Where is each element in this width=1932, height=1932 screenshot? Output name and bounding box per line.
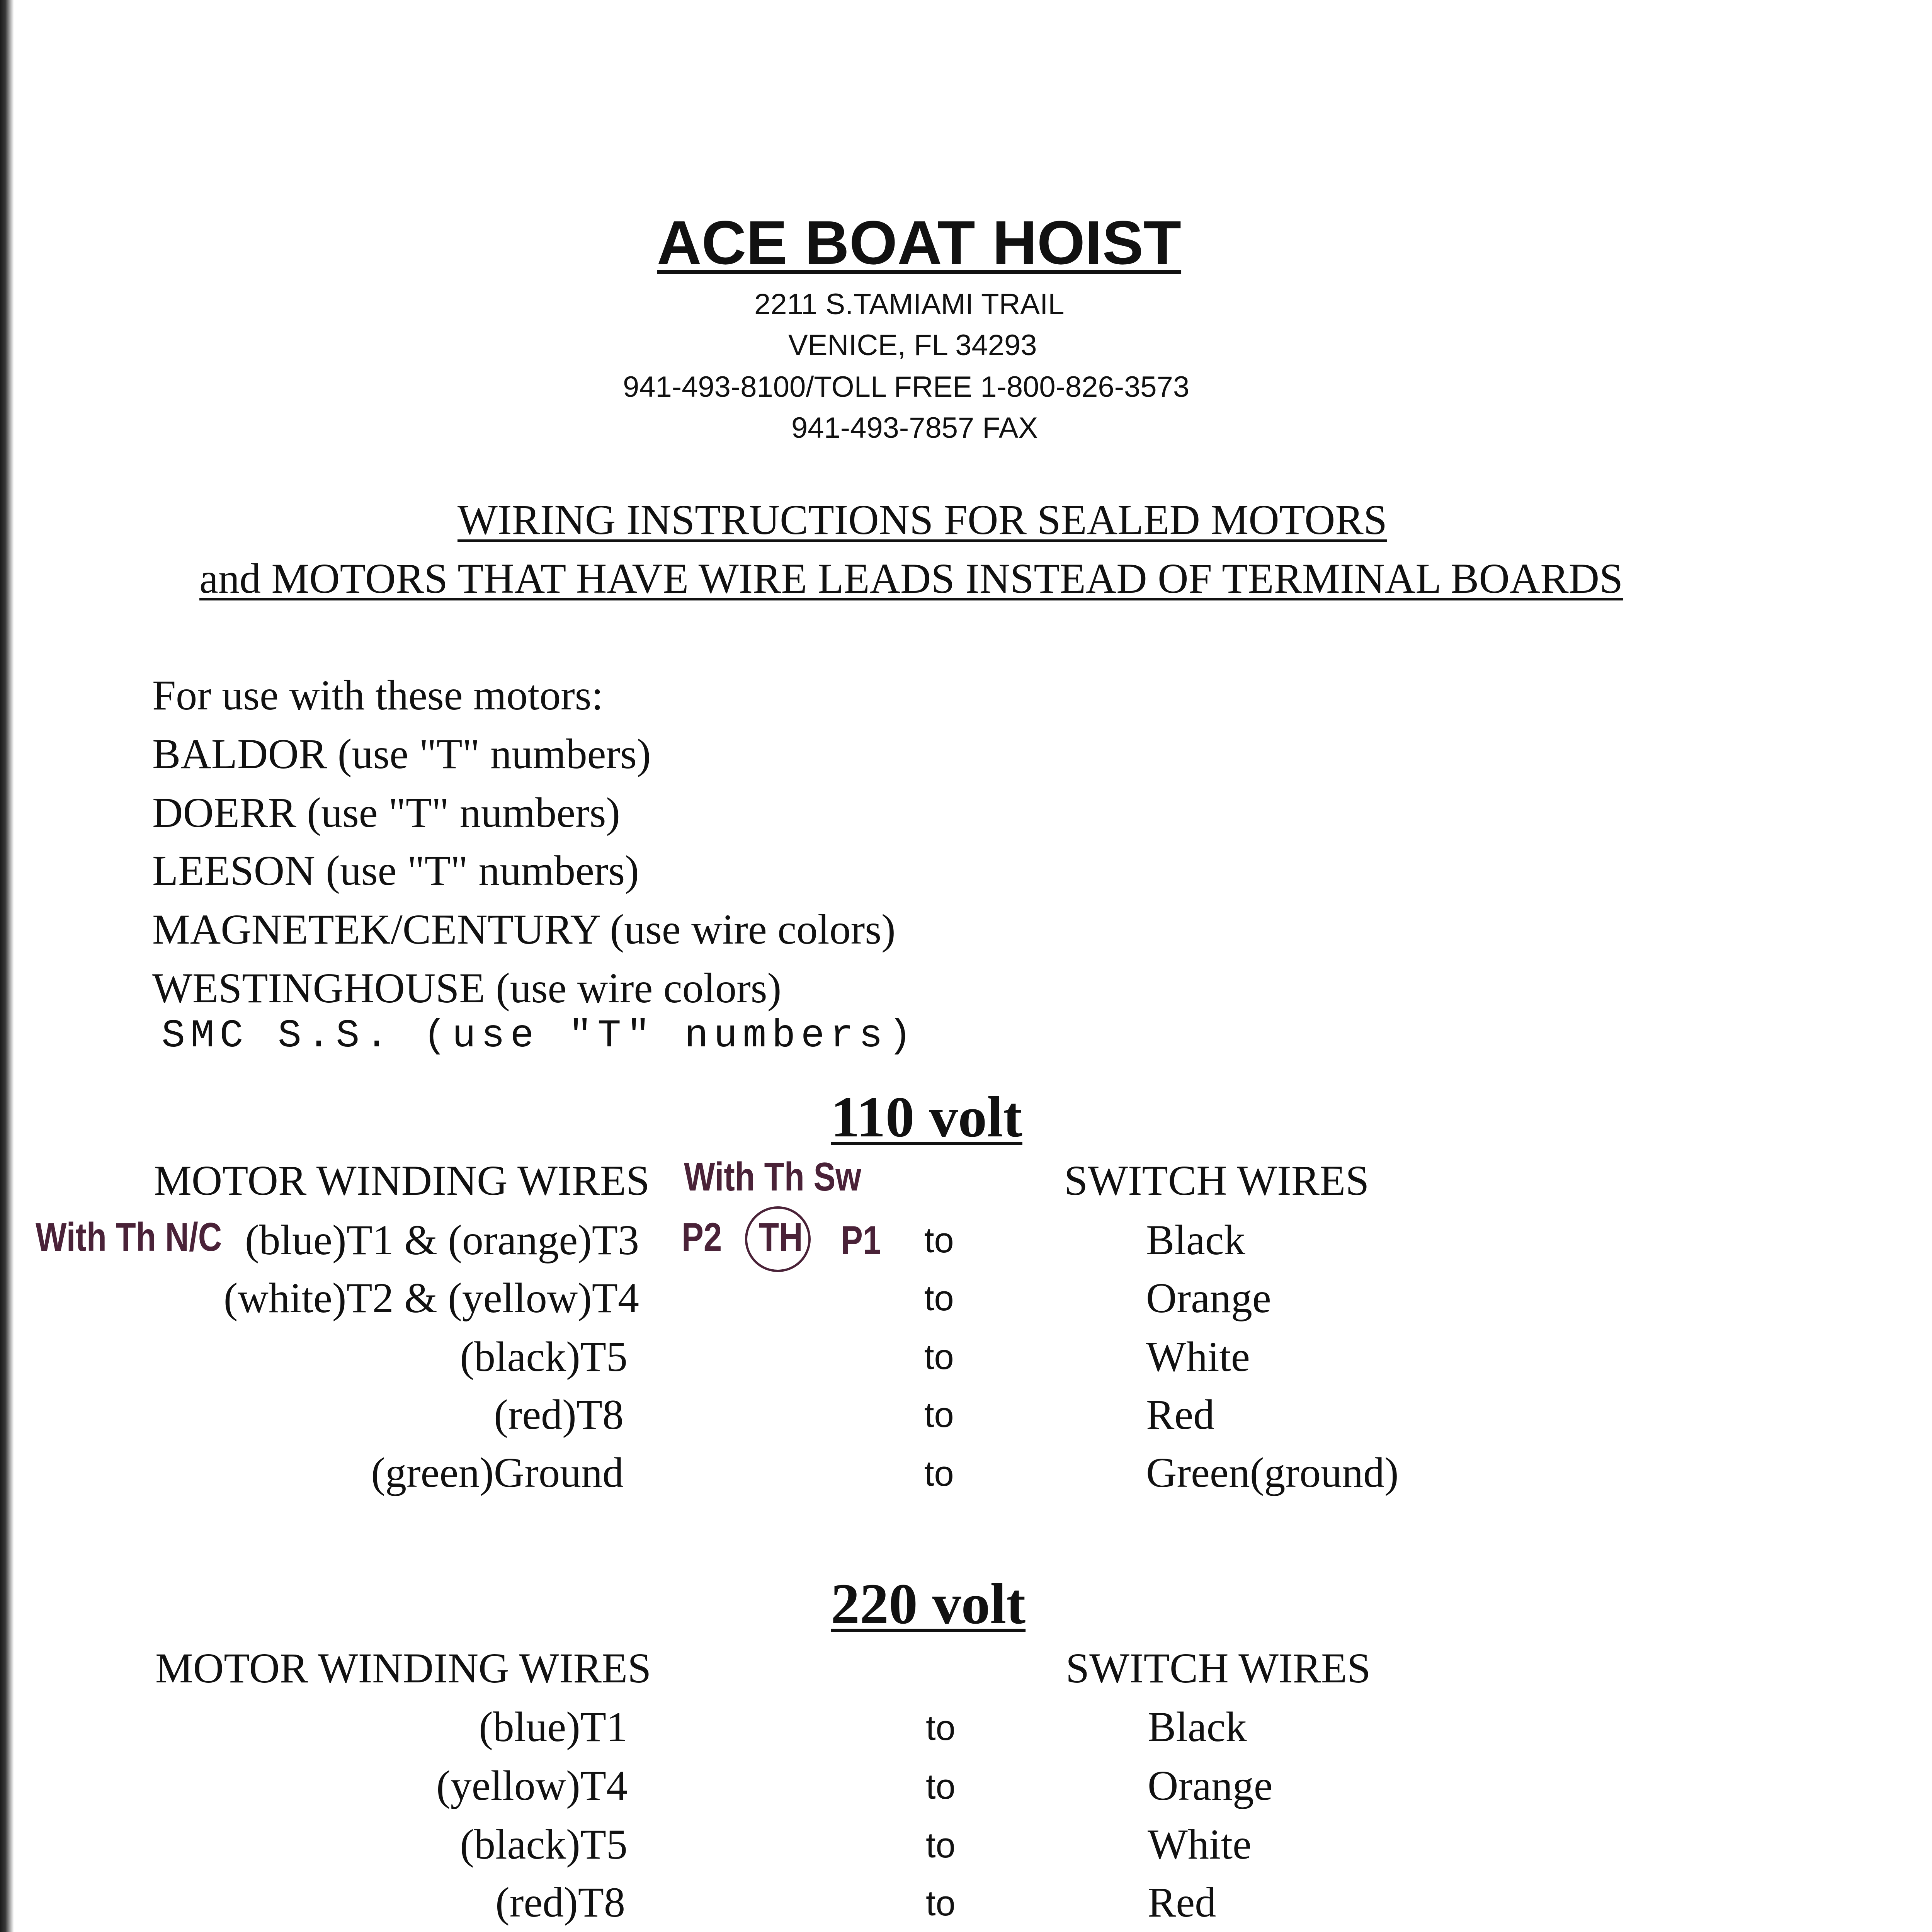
motor-wire: (white)T2 & (yellow)T4 [223, 1274, 639, 1321]
note-th: TH [759, 1215, 803, 1260]
note-with-th-nc: With Th N/C [36, 1215, 222, 1260]
motor-item: BALDOR (use "T" numbers) [152, 730, 651, 777]
heading-line1: WIRING INSTRUCTIONS FOR SEALED MOTORS [457, 496, 1387, 543]
to-label: to [924, 1279, 954, 1318]
col-header-motor-220: MOTOR WINDING WIRES [155, 1645, 651, 1692]
motor-wire: (red)T8 [495, 1879, 625, 1926]
motors-intro: For use with these motors: [152, 672, 604, 719]
switch-wire: Green(ground) [1146, 1449, 1399, 1496]
motor-wire: (black)T5 [460, 1821, 628, 1868]
motor-wire: (black)T5 [460, 1333, 628, 1380]
heading-line2: and MOTORS THAT HAVE WIRE LEADS INSTEAD OF TERMINAL BOARDS [199, 555, 1623, 602]
company-title: ACE BOAT HOIST [657, 208, 1182, 277]
to-label: to [926, 1826, 956, 1865]
motor-wire: (green)Ground [371, 1449, 624, 1496]
address-line1: 2211 S.TAMIAMI TRAIL [754, 288, 1065, 321]
col-header-switch-110: SWITCH WIRES [1064, 1157, 1369, 1204]
note-p2: P2 [682, 1215, 722, 1260]
col-header-motor-110: MOTOR WINDING WIRES [154, 1157, 650, 1204]
to-label: to [924, 1337, 954, 1377]
phone-line: 941-493-8100/TOLL FREE 1-800-826-3573 [623, 371, 1190, 403]
switch-wire: Black [1148, 1703, 1247, 1750]
address-line2: VENICE, FL 34293 [788, 329, 1037, 362]
to-label: to [926, 1708, 956, 1748]
to-label: to [924, 1221, 954, 1260]
motor-item: LEESON (use "T" numbers) [152, 847, 639, 894]
to-label: to [926, 1767, 956, 1806]
switch-wire: Red [1146, 1391, 1215, 1438]
motor-item: MAGNETEK/CENTURY (use wire colors) [152, 906, 896, 953]
switch-wire: Black [1146, 1216, 1245, 1264]
motor-item: SMC S.S. (use "T" numbers) [162, 1014, 917, 1058]
to-label: to [926, 1884, 956, 1923]
switch-wire: Orange [1146, 1274, 1271, 1321]
switch-wire: Red [1148, 1879, 1216, 1926]
motor-wire: (blue)T1 & (orange)T3 [245, 1216, 639, 1264]
section-title-110: 110 volt [831, 1085, 1022, 1149]
to-label: to [924, 1454, 954, 1493]
switch-wire: Orange [1148, 1762, 1273, 1809]
motor-item: WESTINGHOUSE (use wire colors) [152, 964, 782, 1012]
fax-line: 941-493-7857 FAX [791, 412, 1038, 444]
scan-edge [0, 0, 14, 1932]
motor-item: DOERR (use "T" numbers) [152, 789, 621, 836]
note-p1: P1 [841, 1218, 881, 1263]
note-with-th-sw: With Th Sw [684, 1155, 861, 1199]
col-header-switch-220: SWITCH WIRES [1066, 1645, 1371, 1692]
motor-wire: (red)T8 [494, 1391, 624, 1438]
section-title-220: 220 volt [831, 1572, 1026, 1636]
motor-wire: (blue)T1 [479, 1703, 628, 1750]
switch-wire: White [1146, 1333, 1250, 1380]
to-label: to [924, 1395, 954, 1435]
switch-wire: White [1148, 1821, 1252, 1868]
motor-wire: (yellow)T4 [436, 1762, 628, 1809]
